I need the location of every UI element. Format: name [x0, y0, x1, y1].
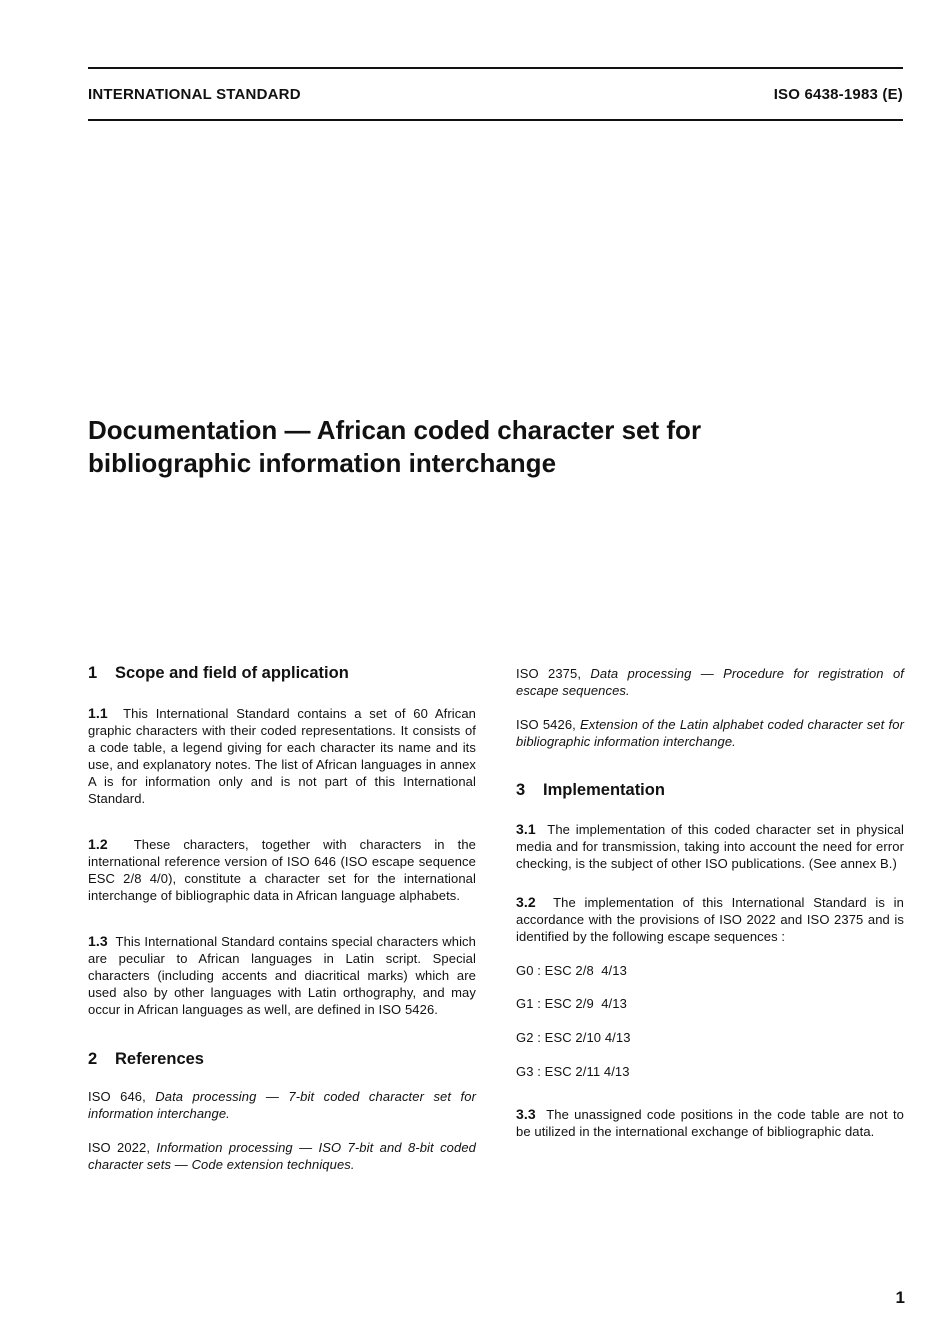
escape-sequence-g2: G2 : ESC 2/10 4/13: [516, 1030, 631, 1045]
paragraph-3-2: 3.2 The implementation of this International Standard is in accordance with the provisions of ISO 2022 and ISO 2375 and is identified by the following escape sequences :: [516, 894, 904, 944]
reference-iso-646: ISO 646, Data processing — 7-bit coded character set for information interchange.: [88, 1089, 476, 1121]
section-2-heading: 2 References: [88, 1050, 204, 1068]
paragraph-3-1: 3.1 The implementation of this coded character set in physical media and for transmission, taking into account the need for error checking, is the subject of other ISO publications. (See annex B.): [516, 821, 904, 871]
reference-iso-2022: ISO 2022, Information processing — ISO 7-bit and 8-bit coded character sets — Code extension techniques.: [88, 1140, 476, 1172]
page-number: 1: [895, 1288, 905, 1307]
header-top-rule: [88, 67, 903, 69]
left-column: [88, 662, 476, 1173]
paragraph-3-3: 3.3 The unassigned code positions in the code table are not to be utilized in the international exchange of bibliographic data.: [516, 1106, 904, 1139]
reference-iso-2375: ISO 2375, Data processing — Procedure for registration of escape sequences.: [516, 666, 904, 698]
paragraph-1-2: 1.2 These characters, together with characters in the international reference version of ISO 646 (ISO escape sequence ESC 2/8 4/0), constitute a character set for the international interchange of bibliographic data in African language alphabets.: [88, 836, 476, 903]
title-line-2: bibliographic information interchange: [88, 448, 557, 478]
reference-iso-5426: ISO 5426, Extension of the Latin alphabet coded character set for bibliographic information interchange.: [516, 717, 904, 749]
header-bottom-rule: [88, 119, 903, 121]
document-title: [88, 414, 908, 480]
escape-sequence-g3: G3 : ESC 2/11 4/13: [516, 1064, 630, 1079]
paragraph-1-1: 1.1 This International Standard contains a set of 60 African graphic characters with their coded representations. It consists of a code table, a legend giving for each character its name and its use, and explanatory notes. The list of African languages in annex A is for information only and is not part of this International Standard.: [88, 705, 476, 806]
header-standard-number: ISO 6438-1983 (E): [773, 86, 903, 103]
title-line-1: Documentation — African coded character set for: [88, 415, 702, 445]
paragraph-1-3: 1.3 This International Standard contains special characters which are peculiar to African languages in Latin script. Special characters (including accents and diacritical marks) which are used also by other languages with Latin orthography, and may occur in African languages as well, are defined in ISO 5426.: [88, 933, 476, 1017]
section-3-heading: 3 Implementation: [516, 781, 665, 799]
header-standard-type: INTERNATIONAL STANDARD: [88, 86, 301, 103]
escape-sequence-g1: G1 : ESC 2/9 4/13: [516, 996, 627, 1011]
escape-sequence-g0: G0 : ESC 2/8 4/13: [516, 963, 627, 978]
right-column: [516, 662, 904, 1140]
section-1-heading: 1 Scope and field of application: [88, 664, 349, 682]
